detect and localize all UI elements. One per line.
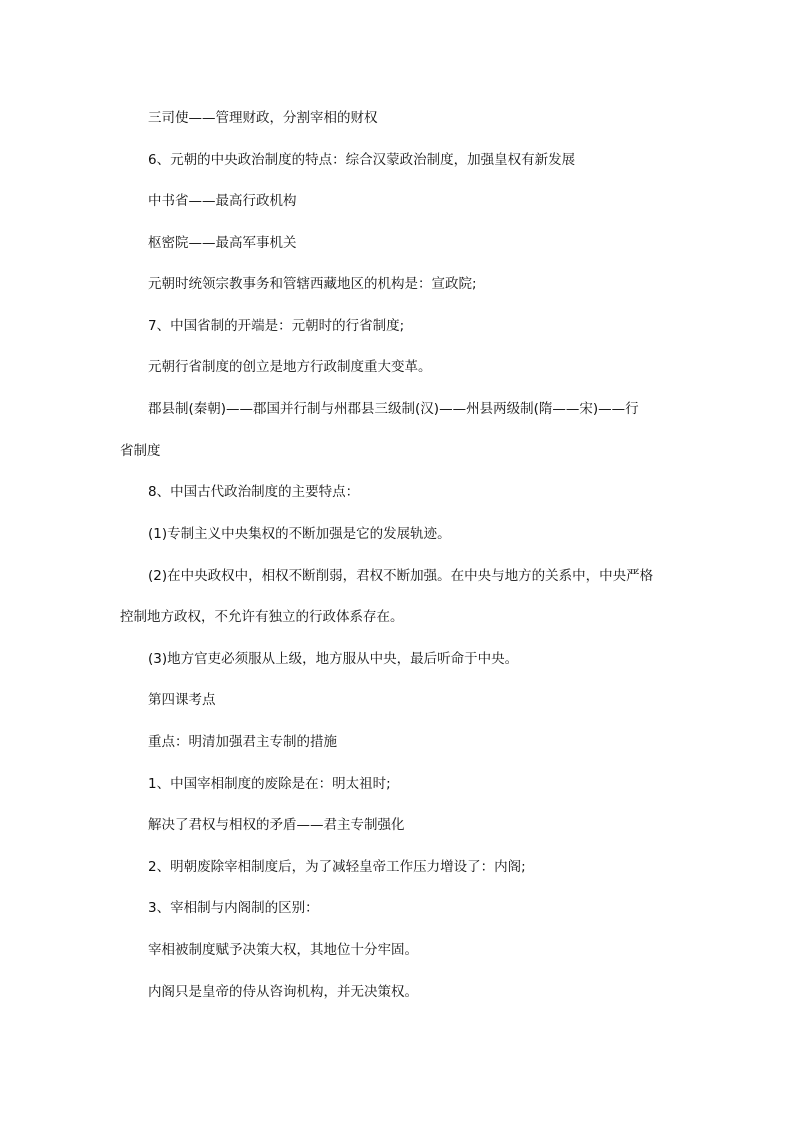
text-line-shumi: 枢密院——最高军事机关 (148, 235, 297, 251)
text-line-feature-1: (1)专制主义中央集权的不断加强是它的发展轨迹。 (148, 526, 451, 542)
text-line-difference-heading: 3、宰相制与内阁制的区别： (148, 900, 319, 916)
text-line-zhongshu: 中书省——最高行政机构 (148, 193, 297, 209)
text-line-province-origin: 7、中国省制的开端是：元朝时的行省制度; (148, 318, 405, 334)
text-line-system-evolution: 郡县制(秦朝)——郡国并行制与州郡县三级制(汉)——州县两级制(隋——宋)——行 (148, 401, 639, 417)
text-line-cabinet-role: 内阁只是皇帝的侍从咨询机构，并无决策权。 (148, 984, 418, 1000)
text-line-features-heading: 8、中国古代政治制度的主要特点： (148, 484, 360, 500)
text-line-cabinet-added: 2、明朝废除宰相制度后，为了减轻皇帝工作压力增设了：内阁; (148, 859, 526, 875)
text-line-chancellor-abolished: 1、中国宰相制度的废除是在：明太祖时; (148, 776, 391, 792)
text-line-feature-2-cont: 控制地方政权，不允许有独立的行政体系存在。 (120, 609, 404, 625)
text-line-key-point: 重点：明清加强君主专制的措施 (148, 734, 337, 750)
text-line-yuan-central: 6、元朝的中央政治制度的特点：综合汉蒙政治制度，加强皇权有新发展 (148, 152, 576, 168)
text-line-chancellor-power: 宰相被制度赋予决策大权，其地位十分牢固。 (148, 942, 418, 958)
text-line-feature-2: (2)在中央政权中，相权不断削弱，君权不断加强。在中央与地方的关系中，中央严格 (148, 568, 654, 584)
text-line-system-evolution-cont: 省制度 (120, 443, 161, 459)
text-line-conflict-resolved: 解决了君权与相权的矛盾——君主专制强化 (148, 817, 405, 833)
text-line-province-reform: 元朝行省制度的创立是地方行政制度重大变革。 (148, 359, 432, 375)
text-line-lesson-four: 第四课考点 (148, 692, 216, 708)
text-line-xuanzheng: 元朝时统领宗教事务和管辖西藏地区的机构是：宣政院; (148, 276, 477, 292)
text-line-feature-3: (3)地方官吏必须服从上级，地方服从中央，最后听命于中央。 (148, 651, 519, 667)
text-line-sansi: 三司使——管理财政，分割宰相的财权 (148, 110, 378, 126)
